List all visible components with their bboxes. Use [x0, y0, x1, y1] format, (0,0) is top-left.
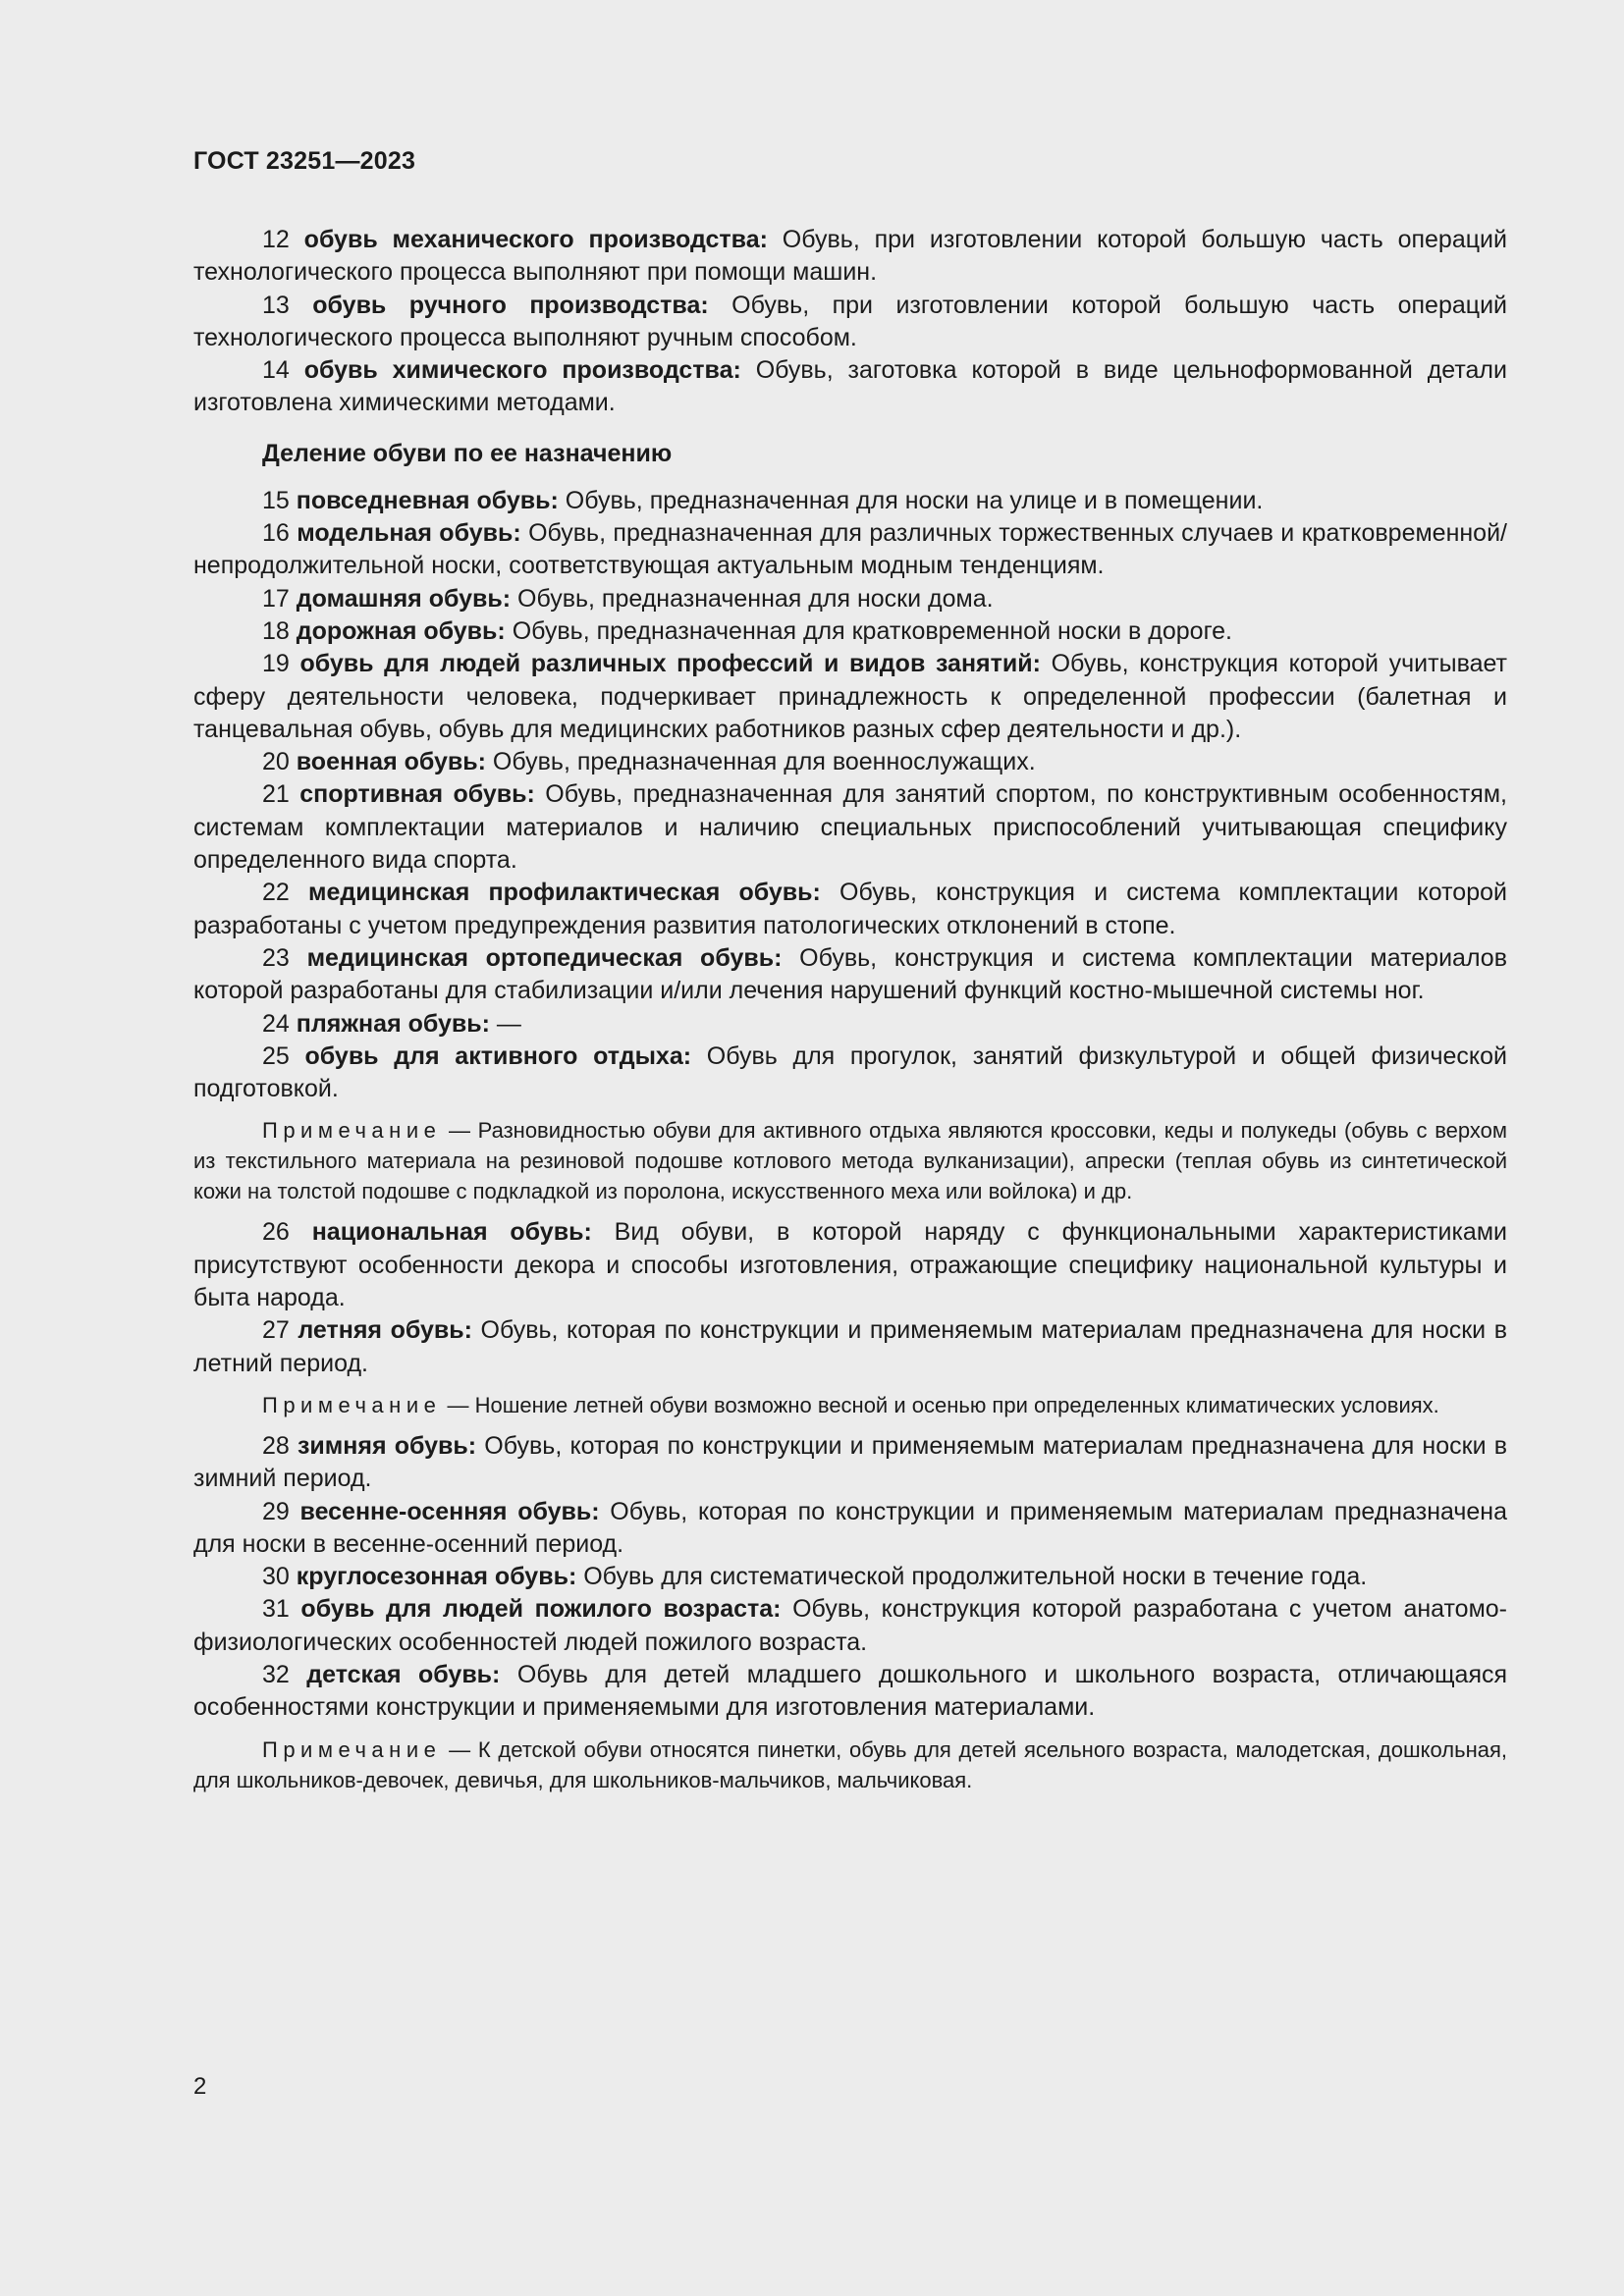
- term-entry: 12 обувь механического производства: Обувь, при изготовлении которой большую часть операций технологического процесса выполняют при помощи машин.: [193, 226, 1507, 287]
- term-definition: Обувь, конструкция которой учитывает сферу деятельности человека, подчеркивает принадлежность к определенной профессии (балетная и танцевальная обувь, обувь для медицинских работников разных сфер деятельности и др.).: [193, 650, 1507, 743]
- term-entry: 22 медицинская профилактическая обувь: Обувь, конструкция и система комплектации которой разработаны с учетом предупреждения развития патологических отклонений в стопе.: [193, 879, 1507, 939]
- term-definition: Обувь, при изготовлении которой большую часть операций технологического процесса выполняют при помощи машин.: [193, 226, 1507, 287]
- term-entry: 26 национальная обувь: Вид обуви, в которой наряду с функциональными характеристиками присутствуют особенности декора и способы изготовления, отражающие специфику национальной культуры и быта народа.: [193, 1218, 1507, 1312]
- term-definition: Обувь, конструкция и система комплектации материалов которой разработаны для стабилизации и/или лечения нарушений функций костно-мышечной системы ног.: [193, 943, 1507, 1005]
- note-dash: —: [447, 1392, 469, 1417]
- note-text: Ношение летней обуви возможно весной и осенью при определенных климатических условиях.: [474, 1392, 1439, 1417]
- term-name: спортивная обувь:: [299, 780, 535, 809]
- term-name: обувь для людей пожилого возраста:: [300, 1595, 782, 1624]
- term-definition: Обувь, предназначенная для носки на улице и в помещении.: [565, 486, 1264, 514]
- term-name: детская обувь:: [306, 1660, 501, 1688]
- note-text: К детской обуви относятся пинетки, обувь для детей ясельного возраста, малодетская, дошкольная, для школьников-девочек, девичья, для школьников-мальчиков, мальчиковая.: [193, 1736, 1507, 1792]
- term-definition: Обувь, предназначенная для носки дома.: [517, 584, 994, 613]
- term-entry: 28 зимняя обувь: Обувь, которая по конструкции и применяемым материалам предназначена для носки в зимний период.: [193, 1431, 1507, 1493]
- term-name: обувь для людей различных профессий и видов занятий:: [299, 650, 1041, 678]
- term-name: национальная обувь:: [311, 1218, 592, 1247]
- term-definition: Обувь, предназначенная для кратковременной носки в дороге.: [512, 616, 1233, 645]
- term-definition: —: [496, 1009, 521, 1038]
- note: [193, 1735, 1507, 1795]
- term-definition: Вид обуви, в которой наряду с функциональными характеристиками присутствуют особенности декора и способы изготовления, отражающие специфику национальной культуры и быта народа.: [193, 1218, 1507, 1312]
- term-name: дорожная обувь:: [296, 616, 506, 645]
- term-name: круглосезонная обувь:: [296, 1563, 577, 1591]
- note-label: Примечание: [262, 1736, 442, 1762]
- term-name: модельная обувь:: [297, 519, 521, 548]
- term-entry: 20 военная обувь: Обувь, предназначенная для военнослужащих.: [262, 748, 1036, 776]
- term-entry: 19 обувь для людей различных профессий и видов занятий: Обувь, конструкция которой учитывает сферу деятельности человека, подчеркивает принадлежность к определенной профессии (балетная и танцевальная обувь, обувь для медицинских работников разных сфер деятельности и др.).: [193, 650, 1507, 743]
- document-header: ГОСТ 23251—2023: [193, 147, 416, 175]
- term-entry: 15 повседневная обувь: Обувь, предназначенная для носки на улице и в помещении.: [262, 486, 1264, 514]
- note-label: Примечание: [262, 1392, 442, 1417]
- term-entry: 31 обувь для людей пожилого возраста: Обувь, конструкция которой разработана с учетом анатомо-физиологических особенностей людей пожилого возраста.: [193, 1595, 1508, 1656]
- section-heading: Деление обуви по ее назначению: [262, 439, 673, 467]
- term-name: пляжная обувь:: [296, 1009, 490, 1038]
- term-definition: Обувь, предназначенная для военнослужащих.: [492, 748, 1036, 776]
- term-definition: Обувь, предназначенная для различных торжественных случаев и кратковременной/непродолжительной носки, соответствующая актуальным модным тенденциям.: [193, 519, 1507, 580]
- term-name: медицинская профилактическая обувь:: [307, 879, 821, 907]
- term-definition: Обувь, конструкция и система комплектации которой разработаны с учетом предупреждения развития патологических отклонений в стопе.: [193, 879, 1507, 939]
- note-dash: —: [449, 1118, 470, 1144]
- term-name: зимняя обувь:: [298, 1431, 477, 1460]
- term-name: домашняя обувь:: [296, 584, 512, 613]
- term-entry: 30 круглосезонная обувь: Обувь для систематической продолжительной носки в течение года.: [262, 1563, 1368, 1591]
- term-definition: Обувь для прогулок, занятий физкультурой и общей физической подготовкой.: [193, 1041, 1507, 1103]
- term-definition: Обувь, предназначенная для занятий спортом, по конструктивным особенностям, системам комплектации материалов и наличию специальных приспособлений учитывающая специфику определенного вида спорта.: [193, 780, 1507, 875]
- term-entry: 32 детская обувь: Обувь для детей младшего дошкольного и школьного возраста, отличающаяся особенностями конструкции и применяемыми для изготовления материалами.: [193, 1660, 1508, 1722]
- term-name: медицинская ортопедическая обувь:: [306, 943, 783, 972]
- term-definition: Обувь, которая по конструкции и применяемым материалам предназначена для носки в весенне-осенний период.: [193, 1497, 1507, 1558]
- term-name: повседневная обувь:: [296, 486, 559, 514]
- term-definition: Обувь, заготовка которой в виде цельноформованной детали изготовлена химическими методами.: [193, 356, 1507, 417]
- term-definition: Обувь для систематической продолжительной носки в течение года.: [583, 1563, 1368, 1591]
- term-definition: Обувь, конструкция которой разработана с учетом анатомо-физиологических особенностей людей пожилого возраста.: [193, 1595, 1508, 1656]
- note-text: Разновидностью обуви для активного отдыха являются кроссовки, кеды и полукеды (обувь с верхом из текстильного материала на резиновой подошве котлового метода вулканизации), апрески (теплая обувь из синтетической кожи на толстой подошве с подкладкой из поролона, искусственного меха или войлока) и др.: [193, 1118, 1507, 1204]
- page-number: 2: [193, 2073, 207, 2100]
- term-definition: Обувь, при изготовлении которой большую часть операций технологического процесса выполняют ручным способом.: [193, 291, 1507, 351]
- note-dash: —: [449, 1736, 471, 1762]
- note-label: Примечание: [262, 1118, 442, 1144]
- term-entry: 27 летняя обувь: Обувь, которая по конструкции и применяемым материалам предназначена для носки в летний период.: [193, 1316, 1507, 1377]
- note: [193, 1390, 1507, 1420]
- term-entry: 14 обувь химического производства: Обувь, заготовка которой в виде цельноформованной детали изготовлена химическими методами.: [193, 356, 1507, 417]
- term-entry: 25 обувь для активного отдыха: Обувь для прогулок, занятий физкультурой и общей физической подготовкой.: [193, 1041, 1507, 1103]
- term-entry: 16 модельная обувь: Обувь, предназначенная для различных торжественных случаев и кратковременной/непродолжительной носки, соответствующая актуальным модным тенденциям.: [193, 519, 1507, 580]
- term-entry: 24 пляжная обувь: —: [262, 1009, 521, 1038]
- term-name: весенне-осенняя обувь:: [299, 1497, 600, 1525]
- term-entry: 13 обувь ручного производства: Обувь, при изготовлении которой большую часть операций технологического процесса выполняют ручным способом.: [193, 291, 1507, 351]
- term-entry: 29 весенне-осенняя обувь: Обувь, которая по конструкции и применяемым материалам предназначена для носки в весенне-осенний период.: [193, 1497, 1507, 1558]
- term-entry: 17 домашняя обувь: Обувь, предназначенная для носки дома.: [262, 584, 994, 613]
- term-entry: 21 спортивная обувь: Обувь, предназначенная для занятий спортом, по конструктивным особенностям, системам комплектации материалов и наличию специальных приспособлений учитывающая специфику определенного вида спорта.: [193, 780, 1507, 875]
- term-name: обувь для активного отдыха:: [304, 1041, 692, 1070]
- term-entry: 23 медицинская ортопедическая обувь: Обувь, конструкция и система комплектации материалов которой разработаны для стабилизации и/или лечения нарушений функций костно-мышечной системы ног.: [193, 943, 1507, 1005]
- term-entry: 18 дорожная обувь: Обувь, предназначенная для кратковременной носки в дороге.: [262, 616, 1233, 645]
- document-body: [193, 224, 1507, 1805]
- term-name: обувь механического производства:: [303, 226, 768, 253]
- term-name: военная обувь:: [296, 748, 486, 776]
- term-name: обувь химического производства:: [303, 356, 741, 385]
- term-definition: Обувь, которая по конструкции и применяемым материалам предназначена для носки в летний период.: [193, 1316, 1507, 1377]
- term-definition: Обувь, которая по конструкции и применяемым материалам предназначена для носки в зимний период.: [193, 1431, 1507, 1493]
- term-name: летняя обувь:: [298, 1316, 472, 1345]
- term-name: обувь ручного производства:: [312, 291, 709, 319]
- note: [193, 1115, 1507, 1206]
- term-definition: Обувь для детей младшего дошкольного и школьного возраста, отличающаяся особенностями конструкции и применяемыми для изготовления материалами.: [193, 1660, 1508, 1722]
